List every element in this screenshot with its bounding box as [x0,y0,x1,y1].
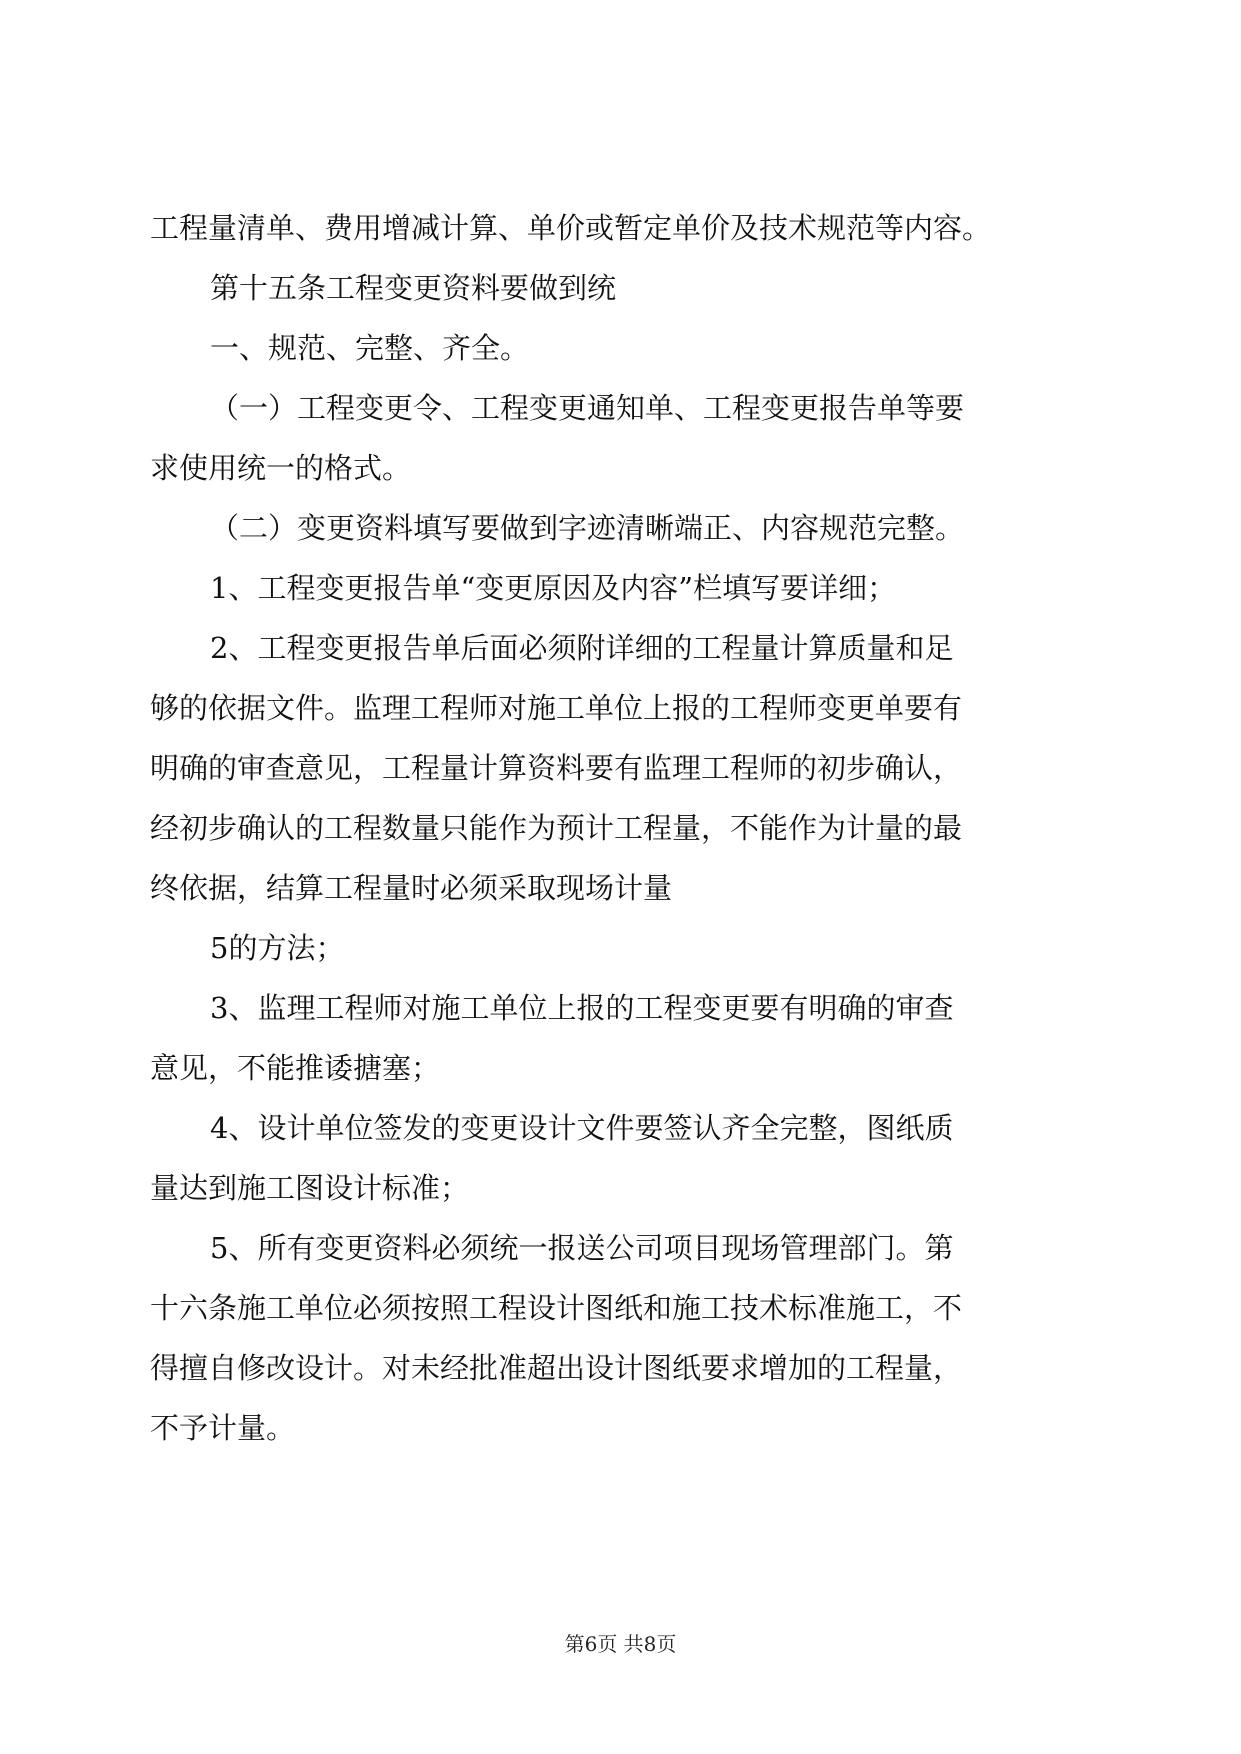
body-line: 终依据，结算工程量时必须采取现场计量 [150,871,673,905]
body-line: 经初步确认的工程数量只能作为预计工程量，不能作为计量的最 [150,811,963,845]
body-line: 工程量清单、费用增减计算、单价或暂定单价及技术规范等内容。 [150,211,992,245]
body-line: 5的方法； [210,931,345,965]
body-line: 意见，不能推诿搪塞； [150,1051,441,1085]
body-line: 2、工程变更报告单后面必须附详细的工程量计算质量和足 [210,631,954,665]
body-line: 十六条施工单位必须按照工程设计图纸和施工技术标准施工，不 [150,1291,963,1325]
body-line: 5、所有变更资料必须统一报送公司项目现场管理部门。第 [210,1231,954,1265]
body-line: （二）变更资料填写要做到字迹清晰端正、内容规范完整。 [210,511,965,545]
body-line: 不予计量。 [150,1411,296,1445]
body-line: 4、设计单位签发的变更设计文件要签认齐全完整，图纸质 [210,1111,954,1145]
body-line: 明确的审查意见，工程量计算资料要有监理工程师的初步确认， [150,751,963,785]
body-line: 第十五条工程变更资料要做到统 [210,271,617,305]
body-line: 得擅自修改设计。对未经批准超出设计图纸要求增加的工程量， [150,1351,963,1385]
body-line: 3、监理工程师对施工单位上报的工程变更要有明确的审查 [210,991,954,1025]
body-line: 够的依据文件。监理工程师对施工单位上报的工程师变更单要有 [150,691,963,725]
body-line: 求使用统一的格式。 [150,451,412,485]
body-line: （一）工程变更令、工程变更通知单、工程变更报告单等要 [210,391,965,425]
body-line: 量达到施工图设计标准； [150,1171,470,1205]
body-line: 1、工程变更报告单“变更原因及内容”栏填写要详细； [210,571,897,605]
page-number-footer: 第6页 共8页 [564,1632,677,1656]
body-line: 一、规范、完整、齐全。 [210,331,530,365]
